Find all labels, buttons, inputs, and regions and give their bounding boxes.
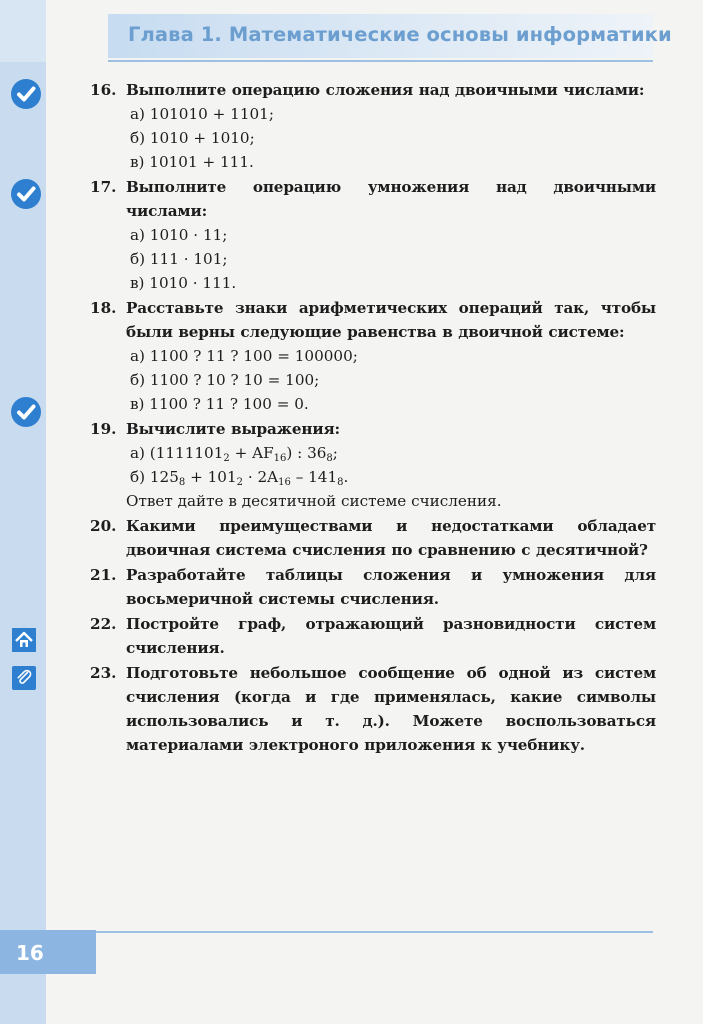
check-circle-icon <box>10 178 42 210</box>
base-subscript: 8 <box>178 477 186 488</box>
exercise-text: Какими преимуществами и недостатками обладает двоичная система счисления по сравнению с десятичной? <box>126 517 656 559</box>
exercise-number: 18. <box>90 299 117 317</box>
base-subscript: 8 <box>337 477 344 488</box>
exercise-number: 20. <box>90 517 117 535</box>
exercise-item: б) 1010 + 1010; <box>130 129 255 147</box>
exercise-text: Выполните операцию умножения над двоичными числами: <box>126 178 656 220</box>
expr-part: + AF <box>229 444 274 462</box>
left-margin-strip <box>0 0 46 1024</box>
exercise-list <box>90 78 656 757</box>
exercise-text: Подготовьте небольшое сообщение об одной из систем счисления (когда и где применялась, какие символы использовались и т. д.). Можете воспользоваться материалами электроного приложения к учебнику. <box>126 664 656 754</box>
expr-part: · 2A <box>243 468 279 486</box>
exercise-item: а) 101010 + 1101; <box>130 105 274 123</box>
base-subscript: 16 <box>273 453 287 464</box>
expr-part: ; <box>332 444 338 462</box>
expr-part: а) (1111101 <box>130 444 224 462</box>
home-icon <box>12 628 36 652</box>
exercise-text: Вычислите выражения: <box>126 420 340 438</box>
page-number: 16 <box>16 941 44 965</box>
exercise-item: в) 1010 · 111. <box>130 274 237 292</box>
exercise-number: 22. <box>90 615 117 633</box>
exercise-18 <box>90 296 656 416</box>
exercise-23 <box>90 661 656 757</box>
exercise-item-a <box>126 441 656 465</box>
exercise-number: 21. <box>90 566 117 584</box>
base-subscript: 2 <box>236 477 244 488</box>
page-number-box <box>0 930 96 974</box>
chapter-title: Глава 1. Математические основы информатики <box>128 23 672 46</box>
exercise-number: 16. <box>90 81 117 99</box>
exercise-text: Выполните операцию сложения над двоичными числами: <box>126 81 645 99</box>
paperclip-icon <box>12 666 36 690</box>
expr-part: ) : 36 <box>286 444 327 462</box>
exercise-item: б) 111 · 101; <box>130 250 228 268</box>
exercise-22 <box>90 612 656 660</box>
left-margin-strip-top <box>0 0 46 62</box>
footer-rule <box>46 931 653 933</box>
exercise-item-b <box>126 465 656 489</box>
check-circle-icon <box>10 78 42 110</box>
exercise-number: 19. <box>90 420 117 438</box>
exercise-19 <box>90 417 656 513</box>
exercise-21 <box>90 563 656 611</box>
check-circle-icon <box>10 396 42 428</box>
exercise-item: а) 1010 · 11; <box>130 226 228 244</box>
exercise-item: б) 1100 ? 10 ? 10 = 100; <box>130 371 320 389</box>
expr-part: – 141 <box>290 468 338 486</box>
exercise-20 <box>90 514 656 562</box>
header-rule <box>108 60 653 62</box>
exercise-text: Постройте граф, отражающий разновидности систем счисления. <box>126 615 656 657</box>
expr-part: б) 125 <box>130 468 179 486</box>
exercise-item: в) 10101 + 111. <box>130 153 254 171</box>
exercise-number: 23. <box>90 664 117 682</box>
exercise-text: Разработайте таблицы сложения и умножения для восьмеричной системы счисления. <box>126 566 656 608</box>
expr-part: + 101 <box>185 468 237 486</box>
exercise-item: в) 1100 ? 11 ? 100 = 0. <box>130 395 309 413</box>
base-subscript: 16 <box>278 477 291 488</box>
exercise-text: Расставьте знаки арифметических операций так, чтобы были верны следующие равенства в двоичной системе: <box>126 299 656 341</box>
exercise-17 <box>90 175 656 295</box>
base-subscript: 2 <box>223 453 230 464</box>
exercise-number: 17. <box>90 178 117 196</box>
exercise-16 <box>90 78 656 174</box>
exercise-note: Ответ дайте в десятичной системе счисления. <box>126 492 502 510</box>
expr-part: . <box>343 468 349 486</box>
exercise-item: а) 1100 ? 11 ? 100 = 100000; <box>130 347 358 365</box>
base-subscript: 8 <box>326 453 333 464</box>
